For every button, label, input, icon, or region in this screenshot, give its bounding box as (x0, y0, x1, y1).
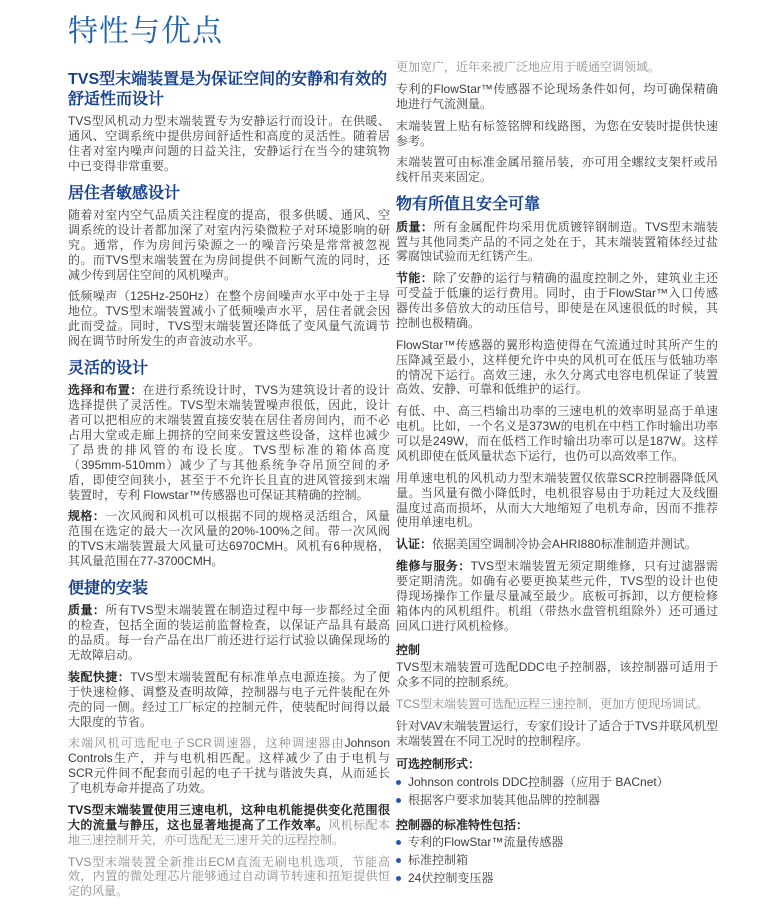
text-segment: 依据美国空调制冷协会AHRI880标准制造并测试。 (432, 537, 697, 552)
bullet-text: 专利的FlowStar™流量传感器 (408, 835, 564, 850)
bullet-item (396, 793, 718, 809)
paragraph (396, 119, 718, 149)
text-segment: TVS型末端装置使用三速电机，这种电机能提供变化范围很大的流量与静压，这也显著地提高了工作效率。 (68, 802, 390, 832)
text-segment: 用单速电机的风机动力型末端装置仅依靠SCR控制器降低风量。当风量有微小降低时，电机很容易由于功耗过大及线圈温度过高而损坏，从而大大地缩短了电机寿命，因而不推荐使用单速电机。 (396, 470, 718, 530)
paragraph (68, 114, 390, 174)
paragraph (68, 803, 390, 848)
text-segment: 规格： (68, 509, 106, 524)
bullet-text: 根据客户要求加装其他品牌的控制器 (408, 792, 601, 807)
bullet-item (396, 871, 718, 887)
text-segment: 末端装置可由标准金属吊箍吊装，亦可用全螺纹支架杆或吊线杆吊夹来固定。 (396, 155, 718, 185)
bullet-dot-icon (396, 798, 401, 803)
paragraph (68, 208, 390, 282)
paragraph (396, 404, 718, 464)
bullet-item (396, 853, 718, 869)
text-segment: Johnson Controls生产，并与电机相匹配。这样减少了由于电机与SCR元件间不配套而引起的电子干扰与谐波失真，从而延长了电机寿命并提高了功效。 (68, 736, 390, 796)
bullet-item (396, 835, 718, 851)
paragraph (396, 338, 718, 398)
paragraph (396, 271, 718, 331)
paragraph (68, 736, 390, 796)
paragraph (396, 660, 718, 690)
right-column (396, 58, 718, 906)
paragraph (396, 559, 718, 633)
section-heading: 物有所值且安全可靠 (396, 196, 541, 214)
bullet-text: 24伏控制变压器 (408, 870, 494, 885)
sub-heading: 可选控制形式： (396, 757, 481, 772)
paragraph (396, 471, 718, 531)
text-segment: 质量： (396, 219, 434, 234)
paragraph (396, 155, 718, 185)
sub-heading: 控制 (396, 642, 421, 657)
paragraph (68, 383, 390, 502)
text-segment: FlowStar™传感器的翼形构造使得在气流通过时其所产生的压降减至最小，这样便允许中央的风机可在低压与低轴功率的情况下运行。高效三速，永久分离式电容电机保证了装置高效、安静、可靠和低维护的运行。 (396, 337, 718, 397)
text-segment: TCS型末端装置可选配远程三速控制，更加方便现场调试。 (396, 696, 709, 711)
section-heading: 便捷的安装 (68, 579, 149, 597)
section-heading: TVS型末端装置是为保证空间的安静和有效的舒适性而设计 (68, 71, 388, 108)
text-segment: TVS型末端装置无须定期维修，只有过滤器需要定期清洗。如确有必要更换某些元件，TVS型的设计也使得现场操作工作量尽量减至最少。底板可拆卸，以方便检修箱体内的风机组件。机组（带热水盘管机组除外）还可通过回风口进行风机检修。 (396, 559, 718, 633)
text-segment: TVS型末端装置全新推出ECM直流无刷电机选项，节能高效，内置的微处理芯片能够通过自动调节转速和扭矩提供恒定的风量。 (68, 854, 390, 899)
bullet-dot-icon (396, 858, 401, 863)
page-title: 特性与优点 (68, 15, 223, 48)
text-segment: 低频噪声（125Hz-250Hz）在整个房间噪声水平中处于主导地位。TVS型末端装置减小了低频噪声水平，居住者就会因此而受益。同时，TVS型末端装置还降低了变风量气流调节阀在调节时所发生的声音波动水平。 (68, 289, 390, 349)
text-segment: 所有金属配件均采用优质镀锌钢制造。TVS型末端装置与其他同类产品的不同之处在于，其末端装置箱体经过盐雾腐蚀试验而无红锈产生。 (396, 219, 718, 264)
bullet-dot-icon (396, 840, 401, 845)
paragraph (68, 603, 390, 663)
text-segment: 选择和布置： (68, 383, 143, 398)
text-segment: 针对VAV末端装置运行，专家们设计了适合于TVS并联风机型末端装置在不同工况时的控制程序。 (396, 718, 718, 748)
text-segment: 维修与服务： (396, 559, 471, 574)
bullet-list (396, 835, 718, 886)
text-segment: TVS型风机动力型末端装置专为安静运行而设计。在供暖、通风、空调系统中提供房间舒适性和高度的灵活性。随着居住者对室内噪声问题的日益关注，安静运行在当今的建筑物中已变得非常重要。 (68, 114, 390, 173)
text-segment: 在进行系统设计时，TVS为建筑设计者的设计选择提供了灵活性。TVS型末端装置噪声很低，因此，设计者可以把相应的末端装置直接安装在居住者房间内，而不必占用大堂或走廊上拥挤的空间来安置这些设备，这样也减少了昂贵的排风管的布设长度。TVS型标准的箱体高度（395mm-510mm）减少了与其他系统争夺吊顶空间的矛盾，即使空间狭小，甚至于不允许长且直的进风管接到末端装置时，专利 Flowstar™传感器也可保证其精确的控制。 (68, 383, 390, 502)
paragraph (396, 82, 718, 112)
text-segment: TVS型末端装置配有标准单点电源连接。为了便于快速检修、调整及查明故障，控制器与电子元件装配在外壳的同一侧。经过工厂标定的控制元件，使装配时间得以最大限度的节省。 (68, 669, 390, 729)
content-columns (68, 58, 718, 906)
sub-heading: 控制器的标准特性包括： (396, 817, 529, 832)
bullet-text: Johnson controls DDC控制器（应用于 BACnet） (408, 775, 669, 790)
text-segment: 专利的FlowStar™传感器不论现场条件如何，均可确保精确地进行气流测量。 (396, 81, 718, 111)
paragraph (396, 719, 718, 749)
paragraph (68, 855, 390, 900)
text-segment: 节能： (396, 271, 434, 286)
bullet-dot-icon (396, 780, 401, 785)
bullet-text: 标准控制箱 (408, 853, 469, 868)
left-column (68, 58, 390, 906)
text-segment: 风机标配本地三速控制开关，亦可选配无三速开关的远程控制。 (68, 817, 390, 847)
text-segment: 随着对室内空气品质关注程度的提高，很多供暖、通风、空调系统的设计者都加深了对室内污染微粒子对环境影响的研究。通常，作为房间污染源之一的噪音污染是常常被忽视的。而TVS型末端装置在为房间提供不间断气流的同时，还减少传到居住空间的风机噪声。 (68, 208, 390, 282)
bullet-dot-icon (396, 876, 401, 881)
paragraph (68, 509, 390, 569)
paragraph (396, 60, 718, 75)
paragraph (68, 289, 390, 349)
text-segment: 末端风机可选配电子SCR调速器，这种调速器由 (68, 736, 345, 751)
text-segment: 所有TVS型末端装置在制造过程中每一步都经过全面的检查，包括全面的装运前监督检查，以保证产品具有最高的品质。每一台产品在出厂前还进行运行试验以确保现场的无故障启动。 (68, 603, 390, 663)
text-segment: 末端装置上贴有标签铭牌和线路图，为您在安装时提供快速参考。 (396, 118, 718, 148)
text-segment: 一次风阀和风机可以根据不同的规格灵活组合，风量范围在选定的最大一次风量的20%-100%之间。带一次风阀的TVS末端装置最大风量可达6970CMH。风机有6种规格，其风量范围在77-3700CMH。 (68, 509, 390, 569)
text-segment: TVS型末端装置可选配DDC电子控制器，该控制器可适用于众多不同的控制系统。 (396, 660, 718, 689)
text-segment: 质量： (68, 603, 106, 618)
text-segment: 装配快捷： (68, 669, 131, 684)
paragraph (396, 697, 718, 712)
section-heading: 灵活的设计 (68, 359, 149, 377)
text-segment: 有低、中、高三档输出功率的三速电机的效率明显高于单速电机。比如，一个名义是373W的电机在中档工作时输出功率可以是249W，而在低档工作时输出功率可以是187W。这样风机即使在低风量状态下运行，也仍可以高效率工作。 (396, 404, 718, 463)
bullet-item (396, 775, 718, 791)
text-segment: 除了安静的运行与精确的温度控制之外，建筑业主还可受益于低廉的运行费用。同时，由于FlowStar™入口传感器传出多倍放大的动压信号，即使是在风速很低的时候，其控制也极精确。 (396, 271, 718, 330)
text-segment: 认证： (396, 537, 433, 552)
paragraph (68, 670, 390, 730)
text-segment: 更加宽广，近年来被广泛地应用于暖通空调领域。 (396, 60, 661, 74)
paragraph (396, 220, 718, 265)
paragraph (396, 537, 718, 552)
section-heading: 居住者敏感设计 (68, 184, 181, 202)
bullet-list (396, 775, 718, 809)
